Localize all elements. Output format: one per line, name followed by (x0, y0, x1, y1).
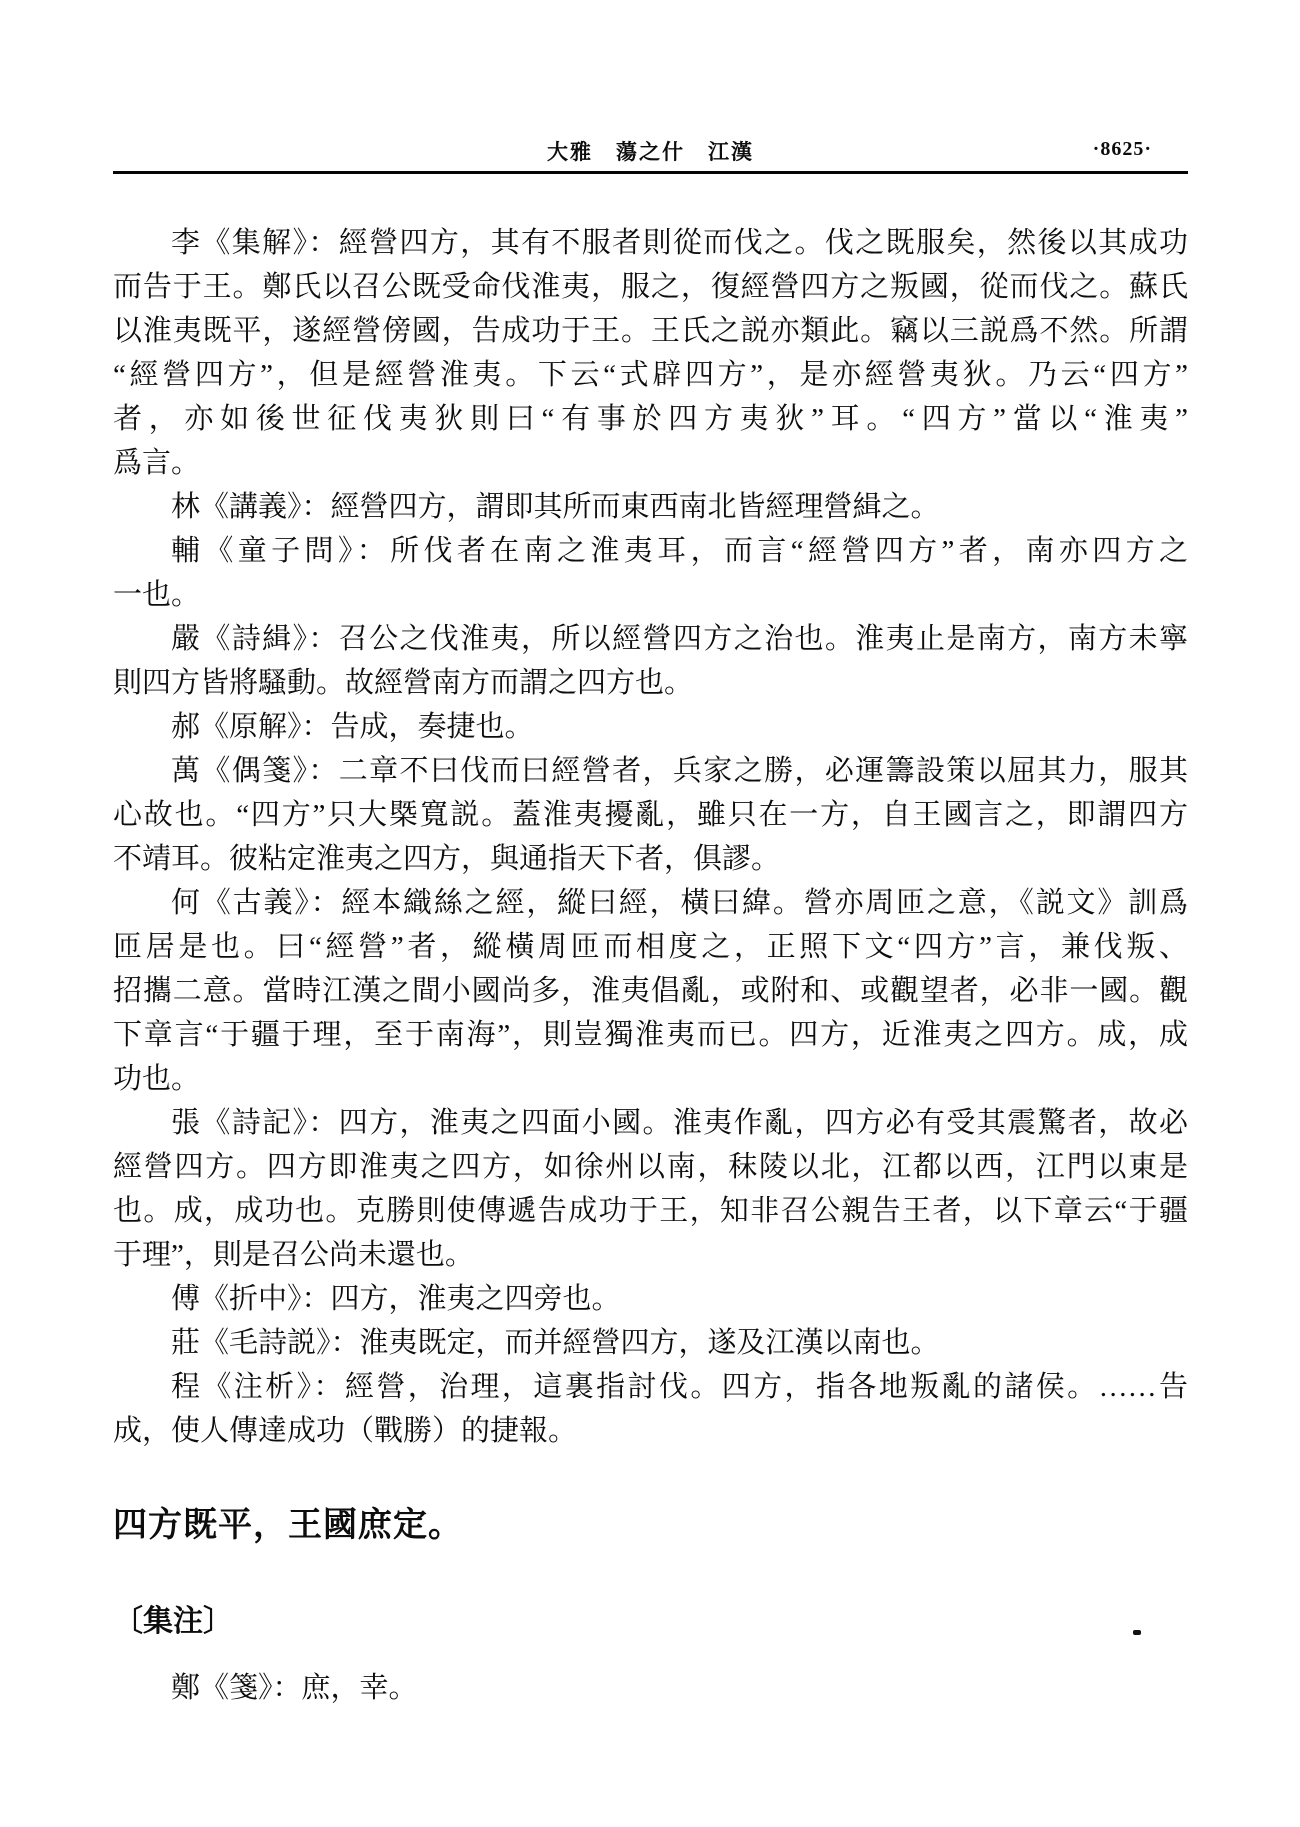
text-line: 不靖耳。彼粘定淮夷之四方，與通指天下者，俱謬。 (113, 843, 781, 875)
page-number: ·8625· (1092, 138, 1152, 160)
text-line: 輔《童子問》：所伐者在南之淮夷耳，而言“經營四方”者，南亦四方之 (171, 535, 1188, 567)
text-line: 鄭《箋》：庶，幸。 (171, 1672, 418, 1704)
text-line: 以淮夷既平，遂經營傍國，告成功于王。王氏之説亦類此。竊以三説爲不然。所謂 (113, 315, 1188, 347)
text-line: 一也。 (113, 579, 201, 611)
text-line: 功也。 (113, 1063, 201, 1095)
text-line: 則四方皆將騷動。故經營南方而謂之四方也。 (113, 667, 694, 699)
jizhu-section (113, 1666, 1188, 1710)
text-line: 成，使人傳達成功（戰勝）的捷報。 (113, 1415, 578, 1447)
text-line: 經營四方。四方即淮夷之四方，如徐州以南，秣陵以北，江都以西，江門以東是 (113, 1151, 1188, 1183)
text-line: 李《集解》：經營四方，其有不服者則從而伐之。伐之既服矣，然後以其成功 (171, 227, 1188, 259)
text-line: 于理”，則是召公尚未還也。 (113, 1239, 474, 1271)
text-line: 也。成，成功也。克勝則使傳遞告成功于王，知非召公親告王者，以下章云“于疆 (113, 1195, 1188, 1227)
text-line: 莊《毛詩説》：淮夷既定，而并經營四方，遂及江漢以南也。 (171, 1327, 940, 1359)
text-line: 心故也。“四方”只大槩寬説。蓋淮夷擾亂，雖只在一方，自王國言之，即謂四方 (113, 799, 1188, 831)
text-line: 郝《原解》：告成，奏捷也。 (171, 711, 534, 743)
page-header (113, 0, 1188, 170)
scan-speck (1133, 1630, 1141, 1635)
text-line: 林《講義》：經營四方，謂即其所而東西南北皆經理營緝之。 (171, 491, 940, 523)
text-line: 程《注析》：經營，治理，這裏指討伐。四方，指各地叛亂的諸侯。……告 (171, 1371, 1188, 1403)
text-line: 嚴《詩緝》：召公之伐淮夷，所以經營四方之治也。淮夷止是南方，南方未寧 (171, 623, 1188, 655)
text-line: 爲言。 (113, 447, 201, 479)
text-line: 傅《折中》：四方，淮夷之四旁也。 (171, 1283, 621, 1315)
text-line: 下章言“于疆于理，至于南海”，則豈獨淮夷而已。四方，近淮夷之四方。成，成 (113, 1019, 1188, 1051)
text-line: 匝居是也。曰“經營”者，縱橫周匝而相度之，正照下文“四方”言，兼伐叛、 (113, 931, 1188, 963)
verse-heading: 四方既平，王國庶定。 (113, 1507, 463, 1544)
text-line: “經營四方”，但是經營淮夷。下云“式辟四方”，是亦經營夷狄。乃云“四方” (113, 359, 1188, 391)
text-line: 而告于王。鄭氏以召公既受命伐淮夷，服之，復經營四方之叛國，從而伐之。蘇氏 (113, 271, 1188, 303)
page-content (113, 0, 1188, 1710)
text-line: 何《古義》：經本織絲之經，縱曰經，橫曰緯。營亦周匝之意，《説文》訓爲 (171, 887, 1188, 919)
text-line: 萬《偶箋》：二章不曰伐而曰經營者，兵家之勝，必運籌設策以屈其力，服其 (171, 755, 1188, 787)
text-line: 招攜二意。當時江漢之間小國尚多，淮夷倡亂，或附和、或觀望者，必非一國。觀 (113, 975, 1188, 1007)
section-label-jizhu: 〔集注〕 (113, 1605, 233, 1638)
running-title: 大雅 蕩之什 江漢 (547, 140, 754, 164)
text-line: 者，亦如後世征伐夷狄則曰“有事於四方夷狄”耳。“四方”當以“淮夷” (113, 403, 1188, 435)
commentary-section (113, 221, 1188, 1453)
text-line: 張《詩記》：四方，淮夷之四面小國。淮夷作亂，四方必有受其震驚者，故必 (171, 1107, 1188, 1139)
header-divider (113, 171, 1188, 174)
